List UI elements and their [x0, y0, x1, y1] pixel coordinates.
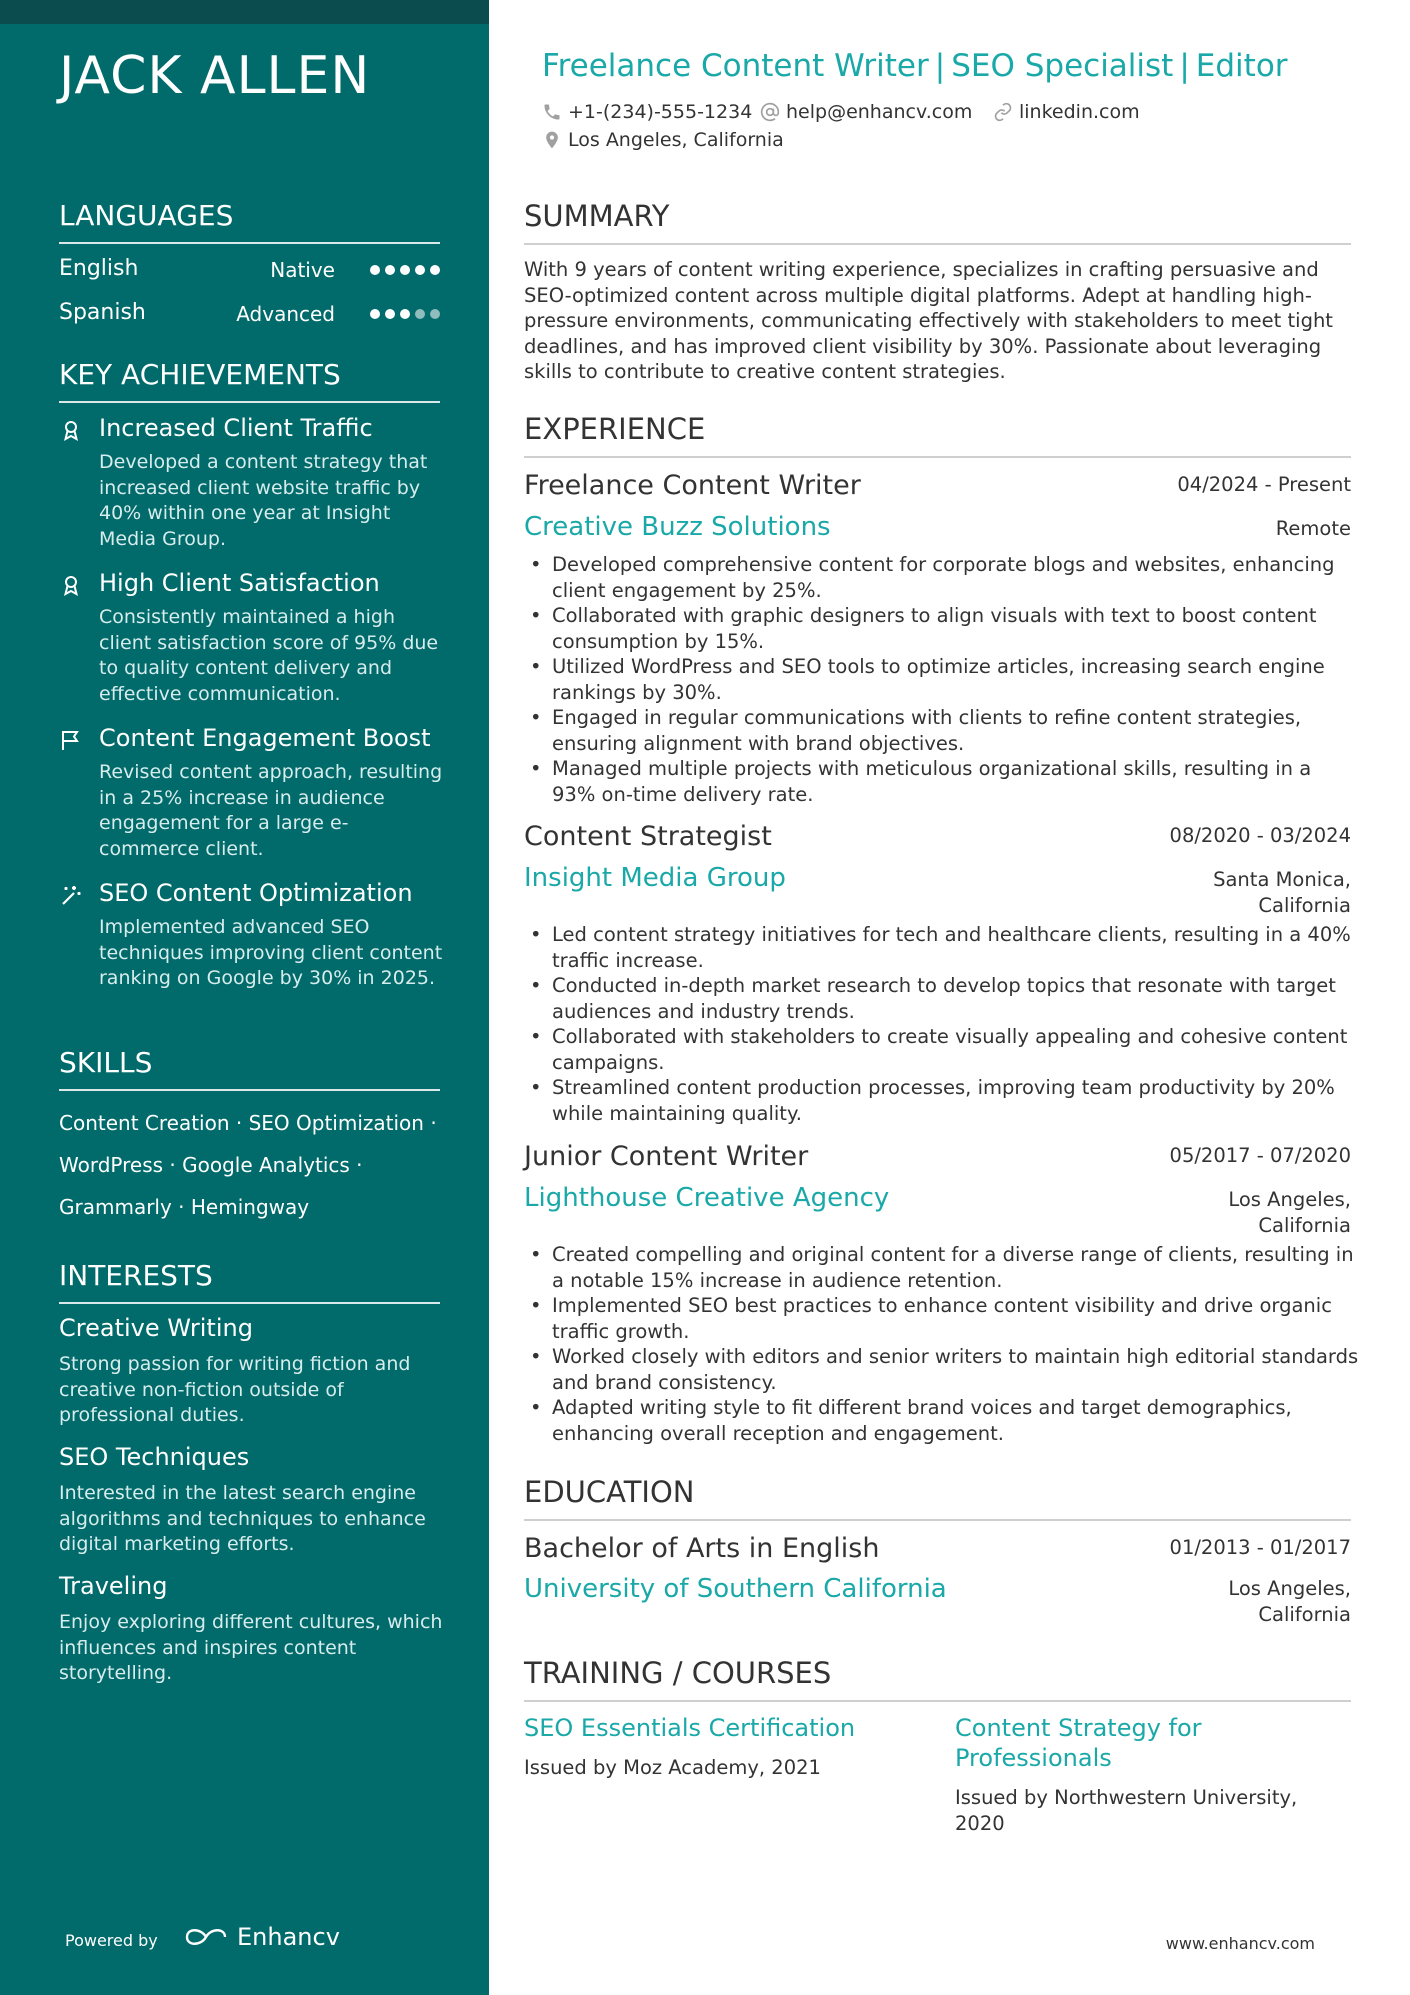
achievement-title: SEO Content Optimization: [99, 879, 413, 907]
headline-separator: |: [1179, 48, 1190, 84]
bullet-item: • Collaborated with graphic designers to align visuals with text to boost content consumption by 15%.: [524, 603, 1359, 654]
bullet-item: • Collaborated with stakeholders to create visually appealing and cohesive content campaigns.: [524, 1024, 1359, 1075]
skills-list: [59, 1102, 449, 1228]
language-rating: [370, 265, 440, 275]
enhancv-logo-text: Enhancv: [237, 1923, 340, 1951]
interest-title: SEO Techniques: [59, 1443, 250, 1471]
interest-description: Interested in the latest search engine algorithms and techniques to enhance digital marketing efforts.: [59, 1482, 426, 1555]
achievements-heading: KEY ACHIEVEMENTS: [59, 358, 440, 403]
education-dates: 01/2013 - 01/2017: [1169, 1536, 1351, 1559]
skills-heading: SKILLS: [59, 1046, 440, 1091]
company-name[interactable]: Insight Media Group: [524, 863, 786, 893]
interest-title: Traveling: [59, 1572, 168, 1600]
skills-line: WordPress · Google Analytics ·: [59, 1153, 363, 1177]
language-rating: [370, 309, 440, 319]
interest-description: Strong passion for writing fiction and creative non-fiction outside of professional duties.: [59, 1353, 411, 1426]
job-title: Junior Content Writer: [524, 1141, 809, 1172]
rating-dot-filled: [430, 265, 440, 275]
course-title[interactable]: Content Strategy for Professionals: [955, 1714, 1202, 1772]
interest-title: Creative Writing: [59, 1314, 253, 1342]
rating-dot-filled: [370, 265, 380, 275]
job-title: Content Strategist: [524, 821, 772, 852]
flag-icon: [59, 728, 83, 752]
at-icon: [760, 102, 780, 122]
job-bullets: [524, 1242, 1359, 1446]
skills-line: Content Creation · SEO Optimization ·: [59, 1111, 437, 1135]
headline-title: Editor: [1195, 48, 1288, 84]
language-row: [59, 300, 440, 334]
skills-line: Grammarly · Hemingway: [59, 1195, 310, 1219]
headline-separator: |: [934, 48, 946, 84]
sidebar: [0, 0, 489, 1995]
job-dates: 05/2017 - 07/2020: [1169, 1144, 1351, 1167]
achievement-description: Revised content approach, resulting in a 25% increase in audience engagement for a large e-commerce client.: [99, 761, 443, 860]
enhancv-logo[interactable]: [183, 1923, 340, 1951]
achievement-description: Developed a content strategy that increased client website traffic by 40% within one year at Insight Media Group.: [99, 451, 428, 550]
degree-title: Bachelor of Arts in English: [524, 1533, 880, 1564]
job-location-line: Los Angeles,: [1228, 1188, 1351, 1211]
rating-dot-filled: [400, 265, 410, 275]
job-location-line: California: [1258, 1213, 1351, 1237]
job-bullets: [524, 552, 1359, 807]
sidebar-top-bar: [0, 0, 489, 24]
award-icon: [59, 573, 83, 597]
bullet-item: • Implemented SEO best practices to enhance content visibility and drive organic traffic growth.: [524, 1293, 1359, 1344]
interests-heading: INTERESTS: [59, 1259, 440, 1304]
bullet-item: • Utilized WordPress and SEO tools to optimize articles, increasing search engine rankings by 30%.: [524, 654, 1359, 705]
job-location: Remote: [1275, 517, 1351, 540]
job-location: [1228, 1187, 1351, 1238]
language-name: English: [59, 256, 139, 281]
location-pin-icon: [542, 130, 562, 150]
bullet-item: • Managed multiple projects with meticulous organizational skills, resulting in a 93% on-time delivery rate.: [524, 756, 1359, 807]
achievement-title: Increased Client Traffic: [99, 414, 373, 442]
rating-dot-filled: [415, 265, 425, 275]
bullet-item: • Engaged in regular communications with clients to refine content strategies, ensuring alignment with brand objectives.: [524, 705, 1359, 756]
contact-email[interactable]: [760, 101, 972, 123]
phone-text: +1-(234)-555-1234: [568, 101, 753, 123]
job-dates: 04/2024 - Present: [1177, 473, 1351, 496]
interest-description: Enjoy exploring different cultures, which influences and inspires content storytelling.: [59, 1611, 443, 1684]
languages-heading: LANGUAGES: [59, 199, 440, 244]
summary-text: With 9 years of content writing experience, specializes in crafting persuasive and SEO-optimized content across multiple digital platforms. Adept at handling high-pressure environments, communicating effectively with stakeholders to meet tight deadlines, and has improved client visibility by 30%. Passionate about leveraging skills to contribute to creative content strategies.: [524, 258, 1333, 383]
education-location: [1228, 1576, 1351, 1627]
contact-location: [542, 129, 784, 151]
language-level: Native: [270, 258, 335, 282]
enhancv-logo-icon: [183, 1925, 229, 1949]
job-location-line: Santa Monica,: [1213, 868, 1351, 891]
linkedin-text: linkedin.com: [1019, 101, 1140, 123]
rating-dot-filled: [400, 309, 410, 319]
company-name[interactable]: Lighthouse Creative Agency: [524, 1183, 890, 1213]
training-heading: TRAINING / COURSES: [524, 1656, 1351, 1702]
language-row: [59, 256, 440, 290]
experience-heading: EXPERIENCE: [524, 412, 1351, 458]
company-name[interactable]: Creative Buzz Solutions: [524, 512, 831, 542]
achievement-title: High Client Satisfaction: [99, 569, 380, 597]
bullet-item: • Adapted writing style to fit different brand voices and target demographics, enhancing overall reception and engagement.: [524, 1395, 1359, 1446]
contact-linkedin[interactable]: [993, 101, 1140, 123]
link-icon: [993, 102, 1013, 122]
headline-title: Freelance Content Writer: [542, 48, 929, 84]
job-dates: 08/2020 - 03/2024: [1169, 824, 1351, 847]
education-heading: EDUCATION: [524, 1475, 1351, 1521]
course-title[interactable]: SEO Essentials Certification: [524, 1714, 856, 1742]
course-issuer: Issued by Moz Academy, 2021: [524, 1756, 821, 1779]
bullet-item: • Developed comprehensive content for corporate blogs and websites, enhancing client engagement by 25%.: [524, 552, 1359, 603]
job-bullets: [524, 922, 1359, 1126]
wand-icon: [59, 883, 83, 907]
footer-site-link[interactable]: www.enhancv.com: [1165, 1934, 1315, 1953]
bullet-item: • Conducted in-depth market research to develop topics that resonate with target audiences and industry trends.: [524, 973, 1359, 1024]
achievement-title: Content Engagement Boost: [99, 724, 431, 752]
email-text: help@enhancv.com: [786, 101, 973, 123]
education-location-line: California: [1258, 1602, 1351, 1626]
powered-by-label: Powered by: [65, 1931, 158, 1950]
bullet-item: • Worked closely with editors and senior writers to maintain high editorial standards and brand consistency.: [524, 1344, 1359, 1395]
rating-dot-empty: [415, 309, 425, 319]
course-issuer: Issued by Northwestern University, 2020: [955, 1786, 1298, 1835]
location-text: Los Angeles, California: [568, 129, 784, 151]
school-name[interactable]: University of Southern California: [524, 1574, 947, 1604]
candidate-name: JACK ALLEN: [59, 46, 371, 106]
rating-dot-empty: [430, 309, 440, 319]
bullet-item: • Led content strategy initiatives for tech and healthcare clients, resulting in a 40% traffic increase.: [524, 922, 1359, 973]
job-location: [1213, 867, 1351, 918]
achievement-description: Implemented advanced SEO techniques improving client content ranking on Google by 30% in 2025.: [99, 916, 443, 989]
award-icon: [59, 418, 83, 442]
language-level: Advanced: [236, 302, 335, 326]
bullet-item: • Streamlined content production processes, improving team productivity by 20% while maintaining quality.: [524, 1075, 1359, 1126]
summary-heading: SUMMARY: [524, 199, 1351, 245]
rating-dot-filled: [385, 309, 395, 319]
language-name: Spanish: [59, 300, 146, 325]
achievement-description: Consistently maintained a high client satisfaction score of 95% due to quality content delivery and effective communication.: [99, 606, 439, 705]
job-headline: [542, 48, 1288, 84]
phone-icon: [542, 102, 562, 122]
headline-title: SEO Specialist: [951, 48, 1174, 84]
bullet-item: • Created compelling and original content for a diverse range of clients, resulting in a notable 15% increase in audience retention.: [524, 1242, 1359, 1293]
job-location-line: California: [1258, 893, 1351, 917]
job-title: Freelance Content Writer: [524, 470, 861, 501]
contact-phone[interactable]: [542, 101, 752, 123]
education-location-line: Los Angeles,: [1228, 1577, 1351, 1600]
rating-dot-filled: [370, 309, 380, 319]
rating-dot-filled: [385, 265, 395, 275]
